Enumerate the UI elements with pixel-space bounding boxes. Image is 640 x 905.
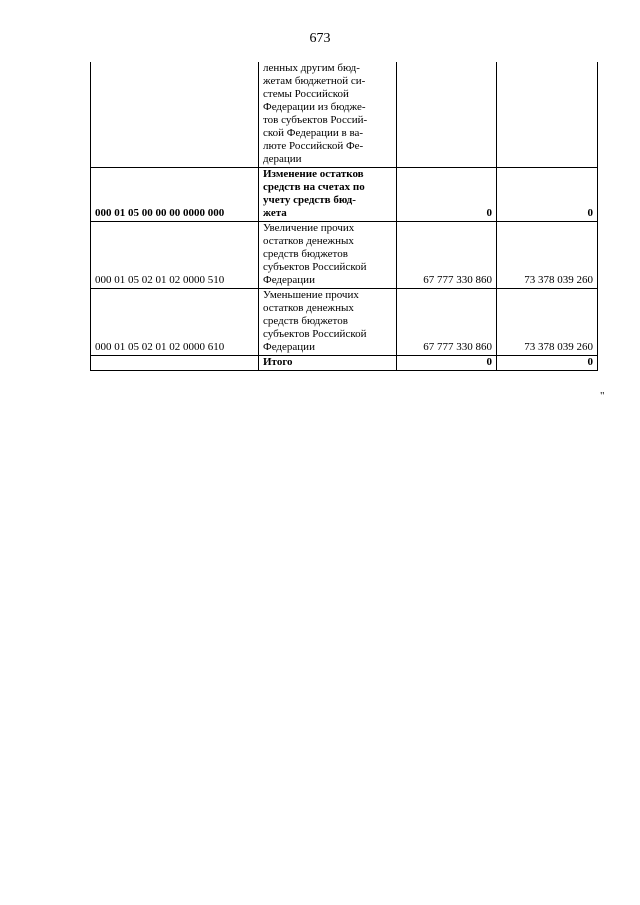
name-line: жета [263, 207, 287, 219]
name-line: остатков денежных [263, 302, 354, 314]
name-cell [259, 168, 397, 222]
name-cell [259, 222, 397, 289]
name-line: субъектов Российской [263, 261, 367, 273]
page-number: 673 [309, 31, 331, 46]
value-2019-cell [397, 62, 497, 168]
name-line: субъектов Российской [263, 328, 367, 340]
name-line: учету средств бюд- [263, 194, 356, 206]
name-line: Федерации [263, 341, 315, 353]
value-2020-cell: 0 [497, 356, 598, 371]
value-2019-cell: 67 777 330 860 [397, 222, 497, 289]
budget-sources-table [90, 62, 598, 371]
value-2019-cell: 0 [397, 168, 497, 222]
table-row-total [91, 356, 598, 371]
name-line: дерации [263, 153, 302, 165]
name-line: ленных другим бюд- [263, 62, 360, 74]
code-cell: 000 01 05 02 01 02 0000 510 [91, 222, 259, 289]
value-2020-cell: 0 [497, 168, 598, 222]
name-line: Федерации из бюдже- [263, 101, 366, 113]
value-2020-cell: 73 378 039 260 [497, 222, 598, 289]
name-line: тов субъектов Россий- [263, 114, 368, 126]
table-row [91, 62, 598, 168]
name-line: люте Российской Фе- [263, 140, 364, 152]
table-row [91, 289, 598, 356]
name-line: стемы Российской [263, 88, 349, 100]
name-line: жетам бюджетной си- [263, 75, 366, 87]
table-row [91, 222, 598, 289]
name-line: Изменение остатков [263, 168, 364, 180]
name-line: Увеличение прочих [263, 222, 355, 234]
name-cell [259, 289, 397, 356]
value-2020-cell [497, 62, 598, 168]
code-cell: 000 01 05 02 01 02 0000 610 [91, 289, 259, 356]
value-2020-cell: 73 378 039 260 [497, 289, 598, 356]
name-line: остатков денежных [263, 235, 354, 247]
closing-quote: " [600, 390, 605, 402]
name-cell [259, 356, 397, 371]
name-line: средств бюджетов [263, 315, 348, 327]
name-cell [259, 62, 397, 168]
name-line: ской Федерации в ва- [263, 127, 364, 139]
name-line: средств на счетах по [263, 181, 365, 193]
name-line: Итого [263, 356, 293, 368]
value-2019-cell: 0 [397, 356, 497, 371]
value-2019-cell: 67 777 330 860 [397, 289, 497, 356]
code-cell [91, 62, 259, 168]
name-line: Уменьшение прочих [263, 289, 359, 301]
name-line: средств бюджетов [263, 248, 348, 260]
table-row [91, 168, 598, 222]
code-cell: 000 01 05 00 00 00 0000 000 [91, 168, 259, 222]
code-cell [91, 356, 259, 371]
name-line: Федерации [263, 274, 315, 286]
